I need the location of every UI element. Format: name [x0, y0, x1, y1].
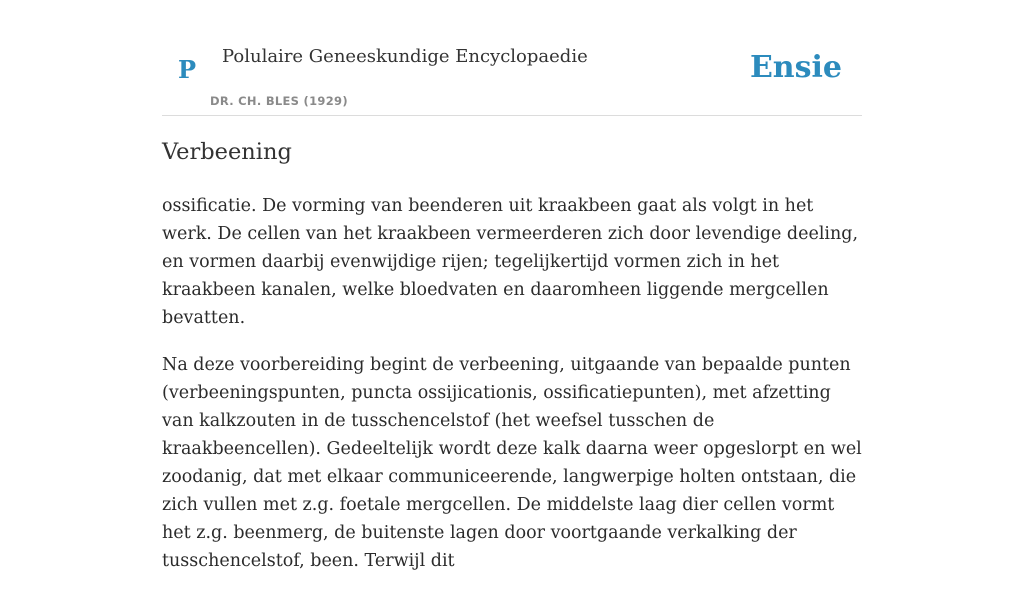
brand-logo-link[interactable]: Ensie	[749, 50, 842, 85]
entry-paragraph: Na deze voorbereiding begint de verbeening, uitgaande van bepaalde punten (verbeeningspunten, puncta ossijicationis, ossificatiepunten), met afzetting van kalkzouten in de tusschencelstof (het weefsel tusschen de kraakbeencellen). Gedeeltelijk wordt deze kalk daarna weer opgeslorpt en wel zoodanig, dat met elkaar communiceerende, langwerpige holten ontstaan, die zich vullen met z.g. foetale mergcellen. De middelste laag dier cellen vormt het z.g. beenmerg, de buitenste lagen door voortgaande verkalking der tusschencelstof, been. Terwijl dit	[162, 355, 862, 571]
entry-title: Verbeening	[162, 139, 292, 165]
source-title[interactable]: Polulaire Geneeskundige Encyclopaedie	[222, 46, 588, 67]
entry-paragraph: ossificatie. De vorming van beenderen uit kraakbeen gaat als volgt in het werk. De cellen van het kraakbeen vermeerderen zich door levendige deeling, en vormen daarbij evenwijdige rijen; tegelijkertijd vormen zich in het kraakbeen kanalen, welke bloedvaten en daaromheen liggende mergcellen bevatten.	[162, 196, 859, 328]
source-logo: P	[178, 55, 197, 84]
entry-body	[162, 192, 862, 594]
source-author: DR. CH. BLES (1929)	[210, 94, 348, 108]
source-header	[162, 0, 862, 116]
article-page	[162, 0, 862, 571]
